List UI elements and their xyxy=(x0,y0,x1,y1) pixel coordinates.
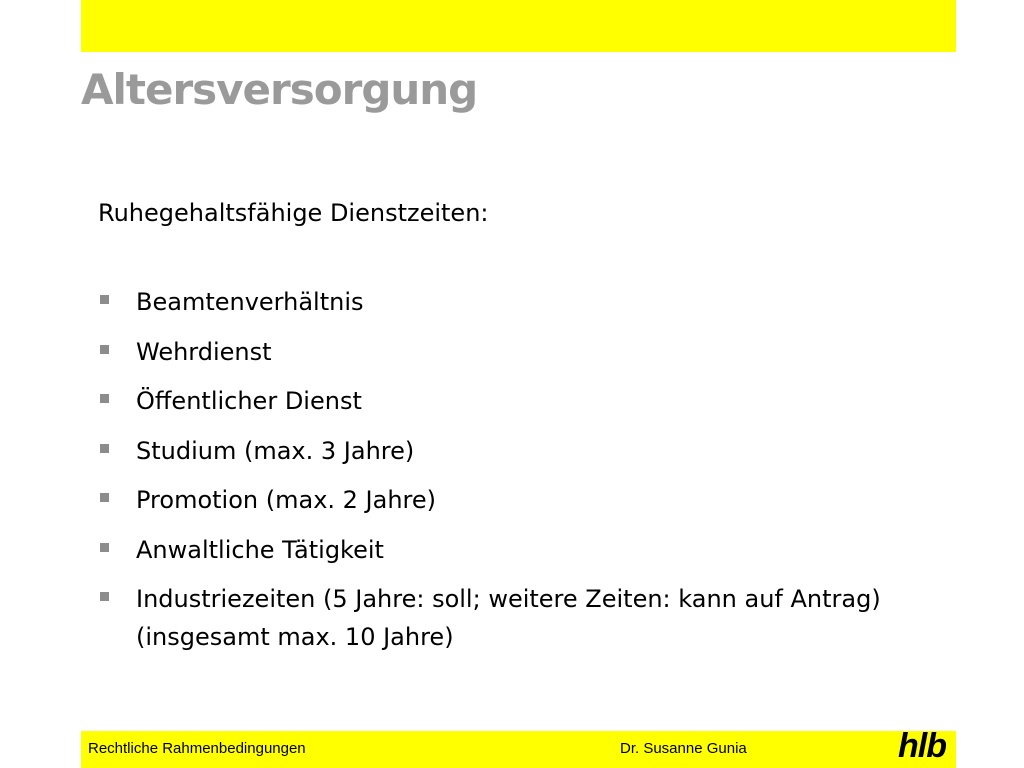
top-accent-band xyxy=(81,0,956,52)
square-bullet-icon xyxy=(100,493,109,502)
bullet-list xyxy=(98,283,928,668)
list-item xyxy=(98,283,928,321)
square-bullet-icon xyxy=(100,295,109,304)
square-bullet-icon xyxy=(100,592,109,601)
list-item-text: Industriezeiten (5 Jahre: soll; weitere Zeiten: kann auf Antrag) (insgesamt max. 10 Jahre) xyxy=(136,585,881,651)
list-item-text: Promotion (max. 2 Jahre) xyxy=(136,486,437,514)
slide-title: Altersversorgung xyxy=(81,65,478,114)
list-item xyxy=(98,531,928,569)
list-item-text: Öffentlicher Dienst xyxy=(136,387,362,415)
list-item-text: Wehrdienst xyxy=(136,337,272,366)
list-item xyxy=(98,580,928,656)
list-item xyxy=(98,432,928,470)
list-item-text: Beamtenverhältnis xyxy=(136,288,364,316)
list-item xyxy=(98,382,928,420)
square-bullet-icon xyxy=(100,394,109,403)
list-item xyxy=(98,333,928,371)
square-bullet-icon xyxy=(100,345,109,354)
footer-author: Dr. Susanne Gunia xyxy=(620,740,747,757)
hlb-logo: hlb xyxy=(898,727,946,765)
list-item xyxy=(98,481,928,519)
list-item-text: Studium (max. 3 Jahre) xyxy=(136,436,415,465)
square-bullet-icon xyxy=(100,444,109,453)
footer-topic: Rechtliche Rahmenbedingungen xyxy=(88,740,306,757)
list-item-text: Anwaltliche Tätigkeit xyxy=(136,535,384,564)
intro-text: Ruhegehaltsfähige Dienstzeiten: xyxy=(98,199,489,227)
square-bullet-icon xyxy=(100,543,109,552)
